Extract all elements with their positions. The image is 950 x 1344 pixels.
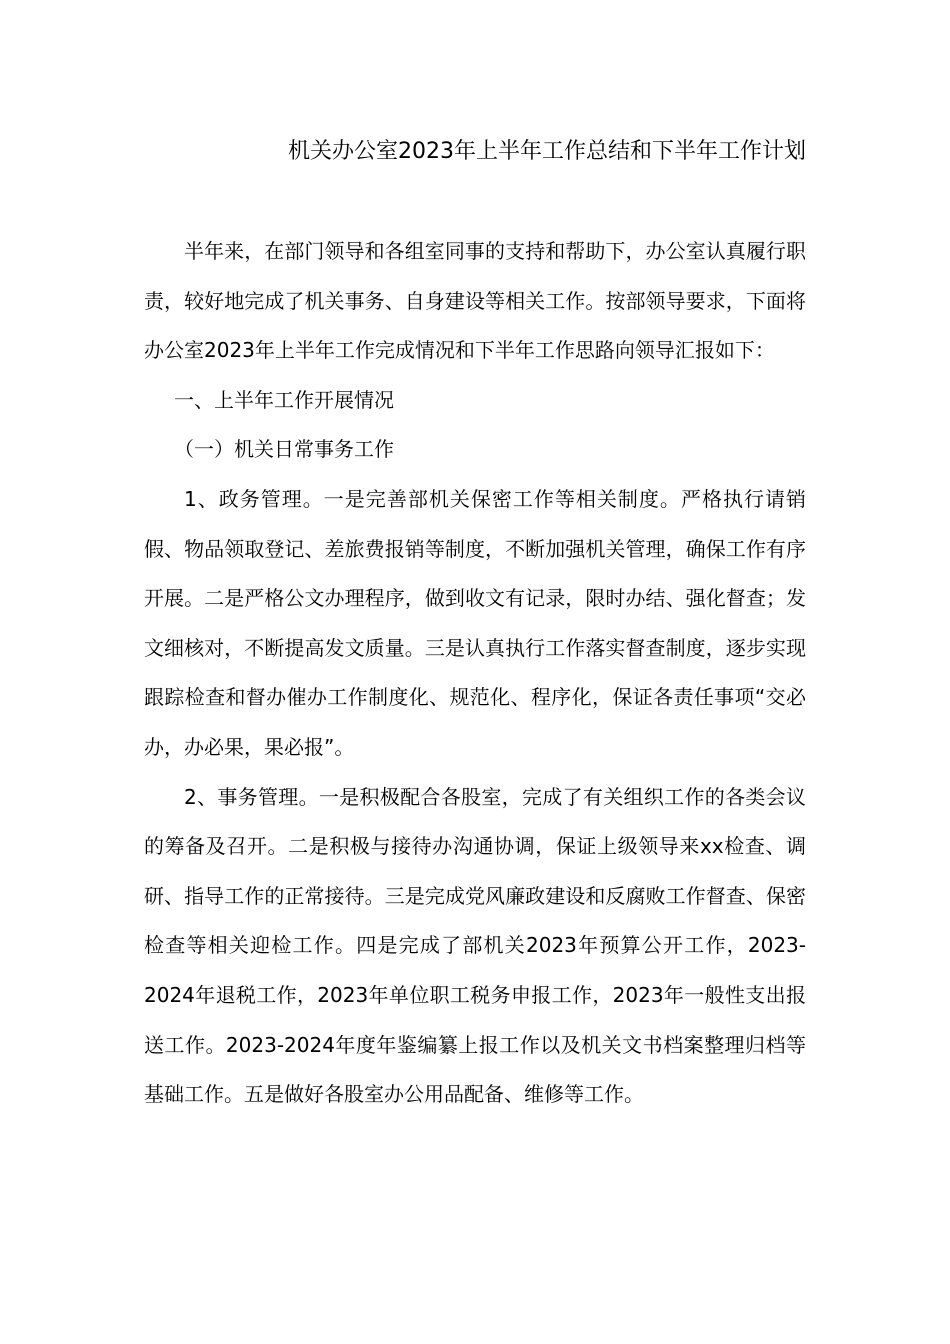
section-heading: 一、上半年工作开展情况 [174, 387, 394, 412]
document-body [144, 227, 806, 1120]
paragraph-government-management: 1、政务管理。一是完善部机关保密工作等相关制度。严格执行请销假、物品领取登记、差旅费报销等制度，不断加强机关管理，确保工作有序开展。二是严格公文办理程序，做到收文有记录，限时办结、强化督查；发文细核对，不断提高发文质量。三是认真执行工作落实督查制度，逐步实现跟踪检查和督办催办工作制度化、规范化、程序化，保证各责任事项“交必办，办必果，果必报”。 [144, 486, 806, 759]
intro-paragraph: 半年来，在部门领导和各组室同事的支持和帮助下，办公室认真履行职责，较好地完成了机关事务、自身建设等相关工作。按部领导要求，下面将办公室2023年上半年工作完成情况和下半年工作思路向领导汇报如下： [144, 239, 806, 363]
subsection-heading: （一）机关日常事务工作 [174, 437, 394, 462]
document-title: 机关办公室2023年上半年工作总结和下半年工作计划 [288, 139, 806, 164]
paragraph-affairs-management: 2、事务管理。一是积极配合各股室，完成了有关组织工作的各类会议的筹备及召开。二是积极与接待办沟通协调，保证上级领导来xx检查、调研、指导工作的正常接待。三是完成党风廉政建设和反腐败工作督查、保密检查等相关迎检工作。四是完成了部机关2023年预算公开工作，2023-2024年退税工作，2023年单位职工税务申报工作，2023年一般性支出报送工作。2023-2024年度年鉴编纂上报工作以及机关文书档案整理归档等基础工作。五是做好各股室办公用品配备、维修等工作。 [144, 784, 806, 1107]
